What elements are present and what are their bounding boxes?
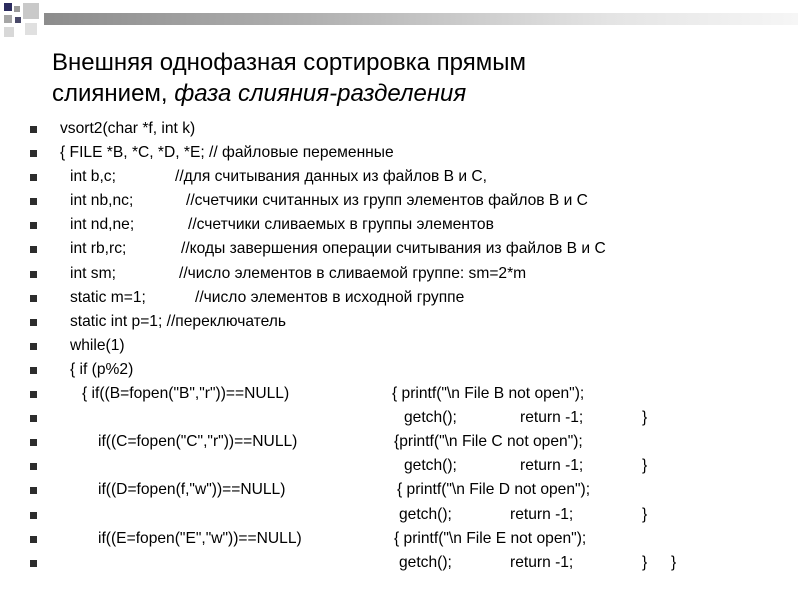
code-line bbox=[30, 358, 790, 382]
code-text: int sm; bbox=[70, 264, 116, 282]
code-line bbox=[30, 430, 790, 454]
light-square-icon bbox=[25, 23, 37, 35]
code-text: getch(); bbox=[404, 457, 457, 475]
square-bullet-icon bbox=[30, 343, 37, 350]
code-line bbox=[30, 406, 790, 430]
square-bullet-icon bbox=[30, 512, 37, 519]
code-line bbox=[30, 286, 790, 310]
code-text: static int p=1; //переключатель bbox=[70, 312, 287, 330]
code-comment: //для считывания данных из файлов B и C, bbox=[175, 168, 487, 186]
code-text: int b,c; bbox=[70, 168, 116, 186]
title-line-2-plain: слиянием, bbox=[52, 80, 175, 107]
code-comment: //число элементов в исходной группе bbox=[195, 288, 465, 306]
square-bullet-icon bbox=[30, 150, 37, 157]
square-bullet-icon bbox=[30, 246, 37, 253]
code-text: while(1) bbox=[70, 336, 125, 354]
code-line bbox=[30, 213, 790, 237]
square-bullet-icon bbox=[30, 367, 37, 374]
code-line bbox=[30, 262, 790, 286]
code-text: return -1; bbox=[520, 409, 584, 427]
square-bullet-icon bbox=[30, 174, 37, 181]
code-comment: //счетчики сливаемых в группы элементов bbox=[188, 216, 494, 234]
code-text: { FILE *B, *C, *D, *E; // файловые переменные bbox=[60, 144, 394, 162]
dark-square-icon bbox=[15, 17, 21, 23]
slide-title bbox=[52, 47, 772, 109]
code-line bbox=[30, 117, 790, 141]
light-square-icon bbox=[4, 27, 14, 37]
square-bullet-icon bbox=[30, 271, 37, 278]
code-text: vsort2(char *f, int k) bbox=[60, 120, 196, 137]
code-text: } bbox=[642, 553, 648, 571]
code-text: getch(); bbox=[404, 409, 457, 427]
code-text: getch(); bbox=[399, 505, 452, 523]
code-text: return -1; bbox=[520, 457, 584, 475]
square-bullet-icon bbox=[30, 198, 37, 205]
code-text: int nd,ne; bbox=[70, 216, 135, 234]
code-line bbox=[30, 141, 790, 165]
code-text: { printf("\n File B not open"); bbox=[392, 385, 585, 403]
code-line bbox=[30, 334, 790, 358]
code-line bbox=[30, 503, 790, 527]
light-square-icon bbox=[23, 3, 39, 19]
square-bullet-icon bbox=[30, 319, 37, 326]
square-bullet-icon bbox=[30, 126, 37, 133]
code-text: } bbox=[642, 409, 648, 427]
code-comment: //счетчики считанных из групп элементов файлов B и C bbox=[186, 192, 588, 210]
code-text: if((D=fopen(f,"w"))==NULL) bbox=[98, 481, 286, 499]
code-line bbox=[30, 310, 790, 334]
code-text: } bbox=[671, 553, 677, 571]
code-text: return -1; bbox=[510, 505, 574, 523]
dark-square-icon bbox=[4, 3, 12, 11]
square-bullet-icon bbox=[30, 391, 37, 398]
code-line bbox=[30, 165, 790, 189]
square-bullet-icon bbox=[30, 536, 37, 543]
square-bullet-icon bbox=[30, 487, 37, 494]
code-text: { printf("\n File E not open"); bbox=[394, 529, 587, 547]
code-text: if((C=fopen("C","r"))==NULL) bbox=[98, 433, 298, 451]
code-text: } bbox=[642, 505, 648, 523]
title-line-1: Внешняя однофазная сортировка прямым bbox=[52, 49, 526, 76]
square-bullet-icon bbox=[30, 560, 37, 567]
code-line bbox=[30, 478, 790, 502]
code-text: getch(); bbox=[399, 553, 452, 571]
code-listing bbox=[30, 117, 790, 575]
code-text: } bbox=[642, 457, 648, 475]
code-comment: //коды завершения операции считывания из файлов B и C bbox=[181, 240, 606, 258]
code-line bbox=[30, 527, 790, 551]
code-text: int nb,nc; bbox=[70, 192, 134, 210]
code-text: {printf("\n File C not open"); bbox=[394, 433, 583, 451]
code-line bbox=[30, 454, 790, 478]
gray-square-icon bbox=[14, 6, 20, 12]
square-bullet-icon bbox=[30, 295, 37, 302]
code-text: { if((B=fopen("B","r"))==NULL) bbox=[82, 385, 290, 403]
slide-header-decoration bbox=[0, 0, 800, 50]
square-bullet-icon bbox=[30, 439, 37, 446]
code-text: { if (p%2) bbox=[70, 360, 134, 378]
code-text: static m=1; bbox=[70, 288, 146, 306]
code-line bbox=[30, 551, 790, 575]
code-text: if((E=fopen("E","w"))==NULL) bbox=[98, 529, 302, 547]
header-gradient-bar bbox=[44, 13, 798, 25]
square-bullet-icon bbox=[30, 463, 37, 470]
title-line-2-italic: фаза слияния-разделения bbox=[174, 80, 467, 107]
code-text: return -1; bbox=[510, 553, 574, 571]
gray-square-icon bbox=[4, 15, 12, 23]
code-line bbox=[30, 189, 790, 213]
code-line bbox=[30, 382, 790, 406]
code-comment: //число элементов в сливаемой группе: sm=2*m bbox=[179, 264, 527, 282]
code-text: int rb,rc; bbox=[70, 240, 127, 258]
square-bullet-icon bbox=[30, 415, 37, 422]
code-line bbox=[30, 237, 790, 261]
code-text: { printf("\n File D not open"); bbox=[397, 481, 591, 499]
square-bullet-icon bbox=[30, 222, 37, 229]
